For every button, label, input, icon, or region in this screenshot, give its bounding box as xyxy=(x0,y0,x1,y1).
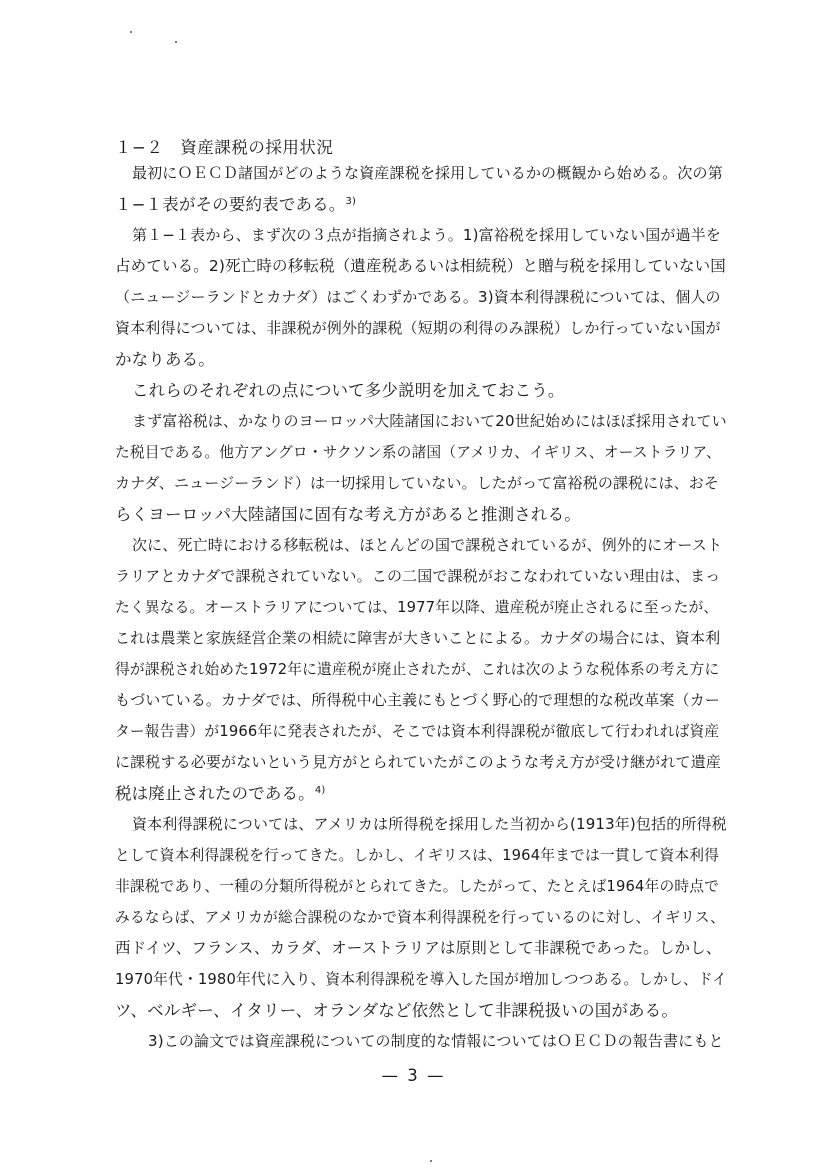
page-number: — 3 — xyxy=(381,1066,446,1085)
paragraph-line: た税目である。他方アングロ・サクソン系の諸国（アメリカ、イギリス、オーストラリア、 xyxy=(115,444,722,461)
paragraph-line: らくヨーロッパ大陸諸国に固有な考え方があると推測される。 xyxy=(115,505,581,524)
footnote-ref: 4) xyxy=(314,785,326,796)
paragraph-line: 資本利得については、非課税が例外的課税（短期の利得のみ課税）しか行っていない国が xyxy=(115,319,721,337)
paragraph-line: ツ、ベルギー、イタリー、オランダなど依然として非課税扱いの国がある。 xyxy=(115,1001,678,1020)
paragraph-line: これは農業と家族経営企業の相続に障害が大きいことによる。カナダの場合には、資本利 xyxy=(115,629,721,647)
paragraph-line: として資本利得課税を行ってきた。しかし、イギリスは、1964年までは一貫して資本利得 xyxy=(115,847,720,864)
paragraph-line: 西ドイツ、フランス、カラダ、オーストラリアは原則として非課税であった。しかし、 xyxy=(115,939,722,957)
paragraph-line: 非課税であり、一種の分類所得税がとられてきた。したがって、たとえば1964年の時点で xyxy=(115,878,720,895)
paragraph-line: たく異なる。オーストラリアについては、1977年以降、遺産税が廃止されるに至ったが、 xyxy=(115,599,719,616)
section-heading: １−２ 資産課税の採用状況 xyxy=(115,138,334,157)
footnote-line: 3)この論文では資産課税についての制度的な情報についてはＯＥＣＤの報告書にもと xyxy=(148,1032,724,1050)
paragraph-line: 1970年代・1980年代に入り、資本利得課税を導入した国が増加しつつある。しかし、ドイ xyxy=(115,971,727,988)
paragraph-line: ラリアとカナダで課税されていない。この二国で課税がおこなわれていない理由は、まっ xyxy=(115,567,721,585)
footnote-ref: 3) xyxy=(345,196,357,207)
paragraph-line: （ニュージーランドとカナダ）はごくわずかである。3)資本利得課税については、個人の xyxy=(115,288,721,306)
paragraph-line: これらのそれぞれの点について多少説明を加えておこう。 xyxy=(132,381,565,400)
paragraph-line: まず富裕税は、かなりのヨーロッパ大陸諸国において20世紀始めにはほぼ採用されてい xyxy=(132,412,727,430)
paragraph-line: 最初にＯＥＣＤ諸国がどのような資産課税を採用しているかの概観から始める。次の第 xyxy=(132,164,723,182)
paragraph-line: 資本利得課税については、アメリカは所得税を採用した当初から(1913年)包括的所得税 xyxy=(132,815,727,833)
paragraph-line: １−１表がその要約表である。$^{3)}$ xyxy=(115,195,357,214)
paragraph-line: 税は廃止されたのである。$^{4)}$ xyxy=(115,784,326,803)
paragraph-line: かなりある。 xyxy=(115,350,215,369)
body-text xyxy=(115,158,725,1057)
paragraph-line: カナダ、ニュージーランド）は一切採用していない。したがって富裕税の課税には、おそ xyxy=(115,474,720,492)
paragraph-line: 得が課税され始めた1972年に遺産税が廃止されたが、これは次のような税体系の考え方に xyxy=(115,661,720,678)
paragraph-line: みるならば、アメリカが総合課税のなかで資本利得課税を行っているのに対し、イギリス、 xyxy=(115,909,726,926)
paragraph-line: ター報告書）が1966年に発表されたが、そこでは資本利得課税が徹底して行われれば資産 xyxy=(115,723,720,740)
paragraph-line: 次に、死亡時における移転税は、ほとんどの国で課税されているが、例外的にオースト xyxy=(132,536,723,554)
scan-speck xyxy=(130,31,132,33)
scan-speck xyxy=(175,41,177,43)
paragraph-line: もづいている。カナダでは、所得税中心主義にもとづく野心的で理想的な税改革案（カー xyxy=(115,691,720,709)
scan-speck xyxy=(430,1160,432,1162)
paragraph-line: 占めている。2)死亡時の移転税（遺産税あるいは相続税）と贈与税を採用していない国 xyxy=(115,257,726,275)
paragraph-line: に課税する必要がないという見方がとられていたがこのような考え方が受け継がれて遺産 xyxy=(115,753,722,771)
paragraph-line: 第１−１表から、まず次の３点が指摘されよう。1)富裕税を採用していない国が過半を xyxy=(132,226,721,244)
